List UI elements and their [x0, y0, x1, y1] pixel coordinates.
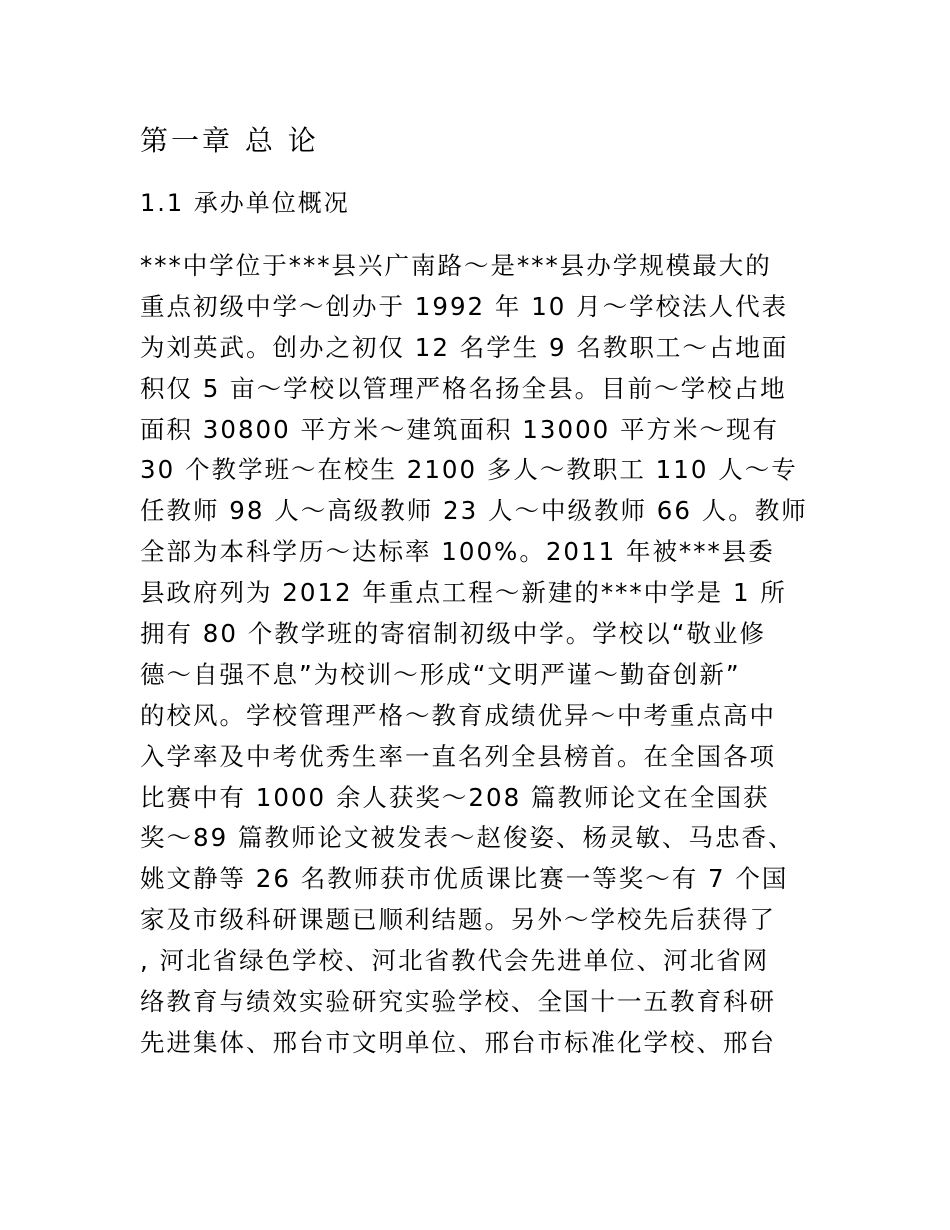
- chapter-title: 第一章 总 论: [140, 124, 319, 157]
- text-line: 比赛中有 1000 余人获奖～208 篇教师论文在全国获: [140, 782, 770, 812]
- text-line: , 河北省绿色学校、河北省教代会先进单位、河北省网: [140, 946, 770, 976]
- text-line: ***中学位于***县兴广南路～是***县办学规模最大的: [140, 251, 772, 280]
- text-line: 重点初级中学～创办于 1992 年 10 月～学校法人代表: [140, 291, 789, 321]
- text-line: 家及市级科研课题已顺利结题。另外～学校先后获得了: [140, 905, 776, 935]
- text-line: 拥有 80 个教学班的寄宿制初级中学。学校以“敬业修: [140, 619, 766, 649]
- text-line: 先进集体、邢台市文明单位、邢台市标准化学校、邢台: [140, 1027, 776, 1057]
- text-line: 面积 30800 平方米～建筑面积 13000 平方米～现有: [140, 414, 780, 444]
- section-title: 1.1 承办单位概况: [140, 189, 350, 217]
- text-line: 任教师 98 人～高级教师 23 人～中级教师 66 人。教师: [140, 496, 808, 526]
- body-paragraph: [140, 246, 820, 1064]
- text-line: 络教育与绩效实验研究实验学校、全国十一五教育科研: [140, 987, 776, 1017]
- text-line: 全部为本科学历～达标率 100%。2011 年被***县委: [140, 537, 775, 567]
- text-line: 奖～89 篇教师论文被发表～赵俊姿、杨灵敏、马忠香、: [140, 823, 795, 853]
- text-line: 为刘英武。创办之初仅 12 名学生 9 名教职工～占地面: [140, 332, 789, 362]
- text-line: 德～自强不息”为校训～形成“文明严谨～勤奋创新”: [140, 659, 741, 689]
- text-line: 姚文静等 26 名教师获市优质课比赛一等奖～有 7 个国: [140, 864, 789, 894]
- text-line: 30 个教学班～在校生 2100 多人～教职工 110 人～专: [140, 455, 798, 485]
- text-line: 县政府列为 2012 年重点工程～新建的***中学是 1 所: [140, 578, 787, 608]
- text-line: 的校风。学校管理严格～教育成绩优异～中考重点高中: [140, 700, 776, 730]
- text-line: 积仅 5 亩～学校以管理严格名扬全县。目前～学校占地: [140, 373, 787, 403]
- text-line: 入学率及中考优秀生率一直名列全县榜首。在全国各项: [140, 741, 776, 771]
